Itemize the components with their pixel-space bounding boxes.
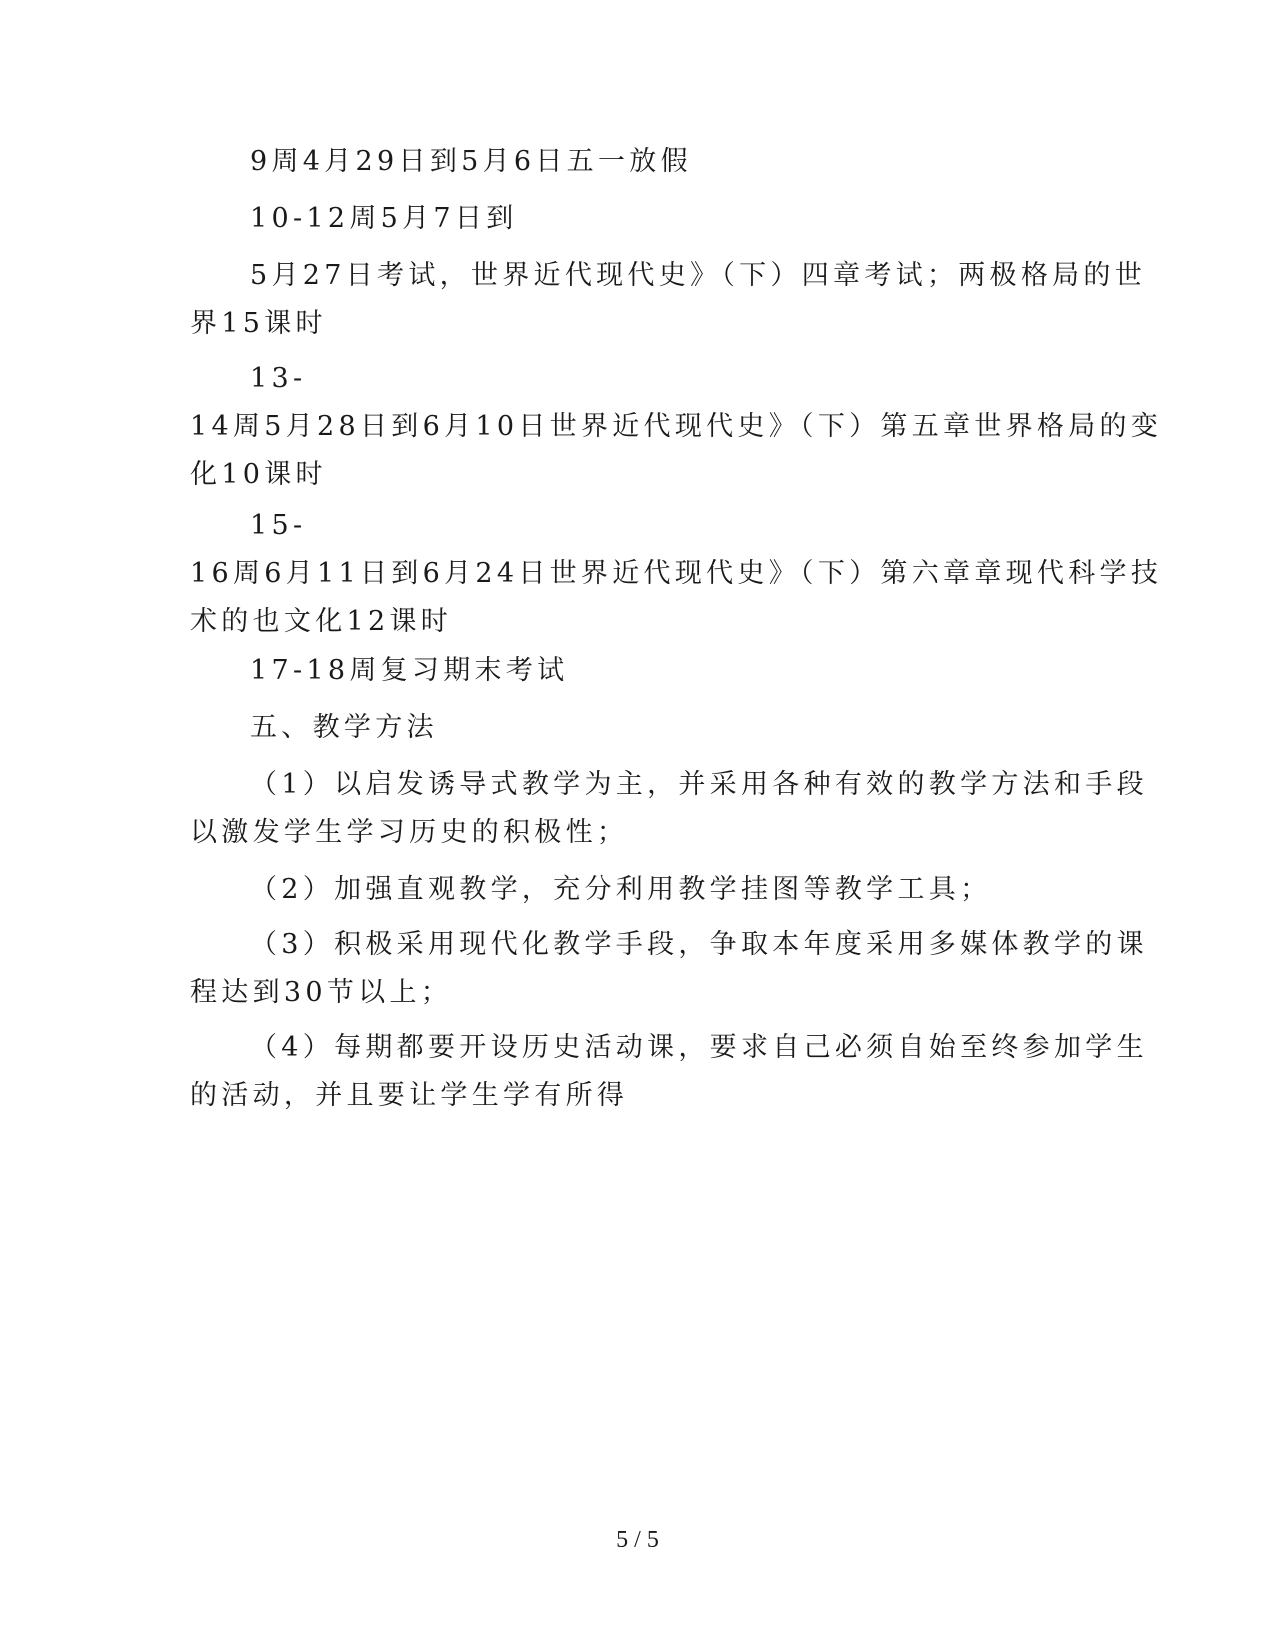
text-line: （2）加强直观教学，充分利用教学挂图等教学工具； [250, 874, 992, 905]
text-line: 13- [250, 363, 307, 394]
schedule-week-10-12 [190, 195, 1080, 243]
method-item-3 [190, 921, 1148, 1017]
method-item-1 [190, 761, 1148, 857]
text-line: 化10课时 [190, 459, 327, 490]
text-line: 14周5月28日到6月10日世界近代现代史》（下）第五章世界格局的变 [190, 411, 1163, 442]
text-line: （4）每期都要开设历史活动课，要求自己必须自始至终参加学生 [250, 1032, 1148, 1063]
schedule-week-13-14 [190, 355, 1163, 499]
text-line: 的活动，并且要让学生学有所得 [190, 1080, 629, 1111]
text-line: 16周6月11日到6月24日世界近代现代史》（下）第六章章现代科学技 [190, 558, 1163, 589]
page-number: 5 / 5 [616, 1527, 659, 1553]
method-item-4 [190, 1024, 1148, 1120]
text-line: 以激发学生学习历史的积极性； [190, 817, 629, 848]
text-line: 17-18周复习期末考试 [250, 655, 569, 686]
schedule-week-9 [190, 138, 1080, 186]
text-line: 五、教学方法 [250, 712, 438, 743]
text-line: 术的也文化12课时 [190, 606, 453, 637]
text-line: 15- [250, 510, 307, 541]
text-line: 10-12周5月7日到 [250, 203, 518, 234]
schedule-week-17-18 [190, 647, 1080, 695]
schedule-week-15-16 [190, 502, 1163, 646]
text-line: 程达到30节以上； [190, 977, 453, 1008]
text-line: 5月27日考试，世界近代现代史》（下）四章考试；两极格局的世 [250, 260, 1147, 291]
text-line: 9周4月29日到5月6日五一放假 [250, 146, 692, 177]
text-line: （1）以启发诱导式教学为主，并采用各种有效的教学方法和手段 [250, 769, 1148, 800]
schedule-exam-note [190, 252, 1147, 348]
method-item-2 [190, 866, 1080, 914]
text-line: （3）积极采用现代化教学手段，争取本年度采用多媒体教学的课 [250, 929, 1148, 960]
section-heading-teaching-methods [190, 704, 1080, 752]
text-line: 界15课时 [190, 308, 327, 339]
